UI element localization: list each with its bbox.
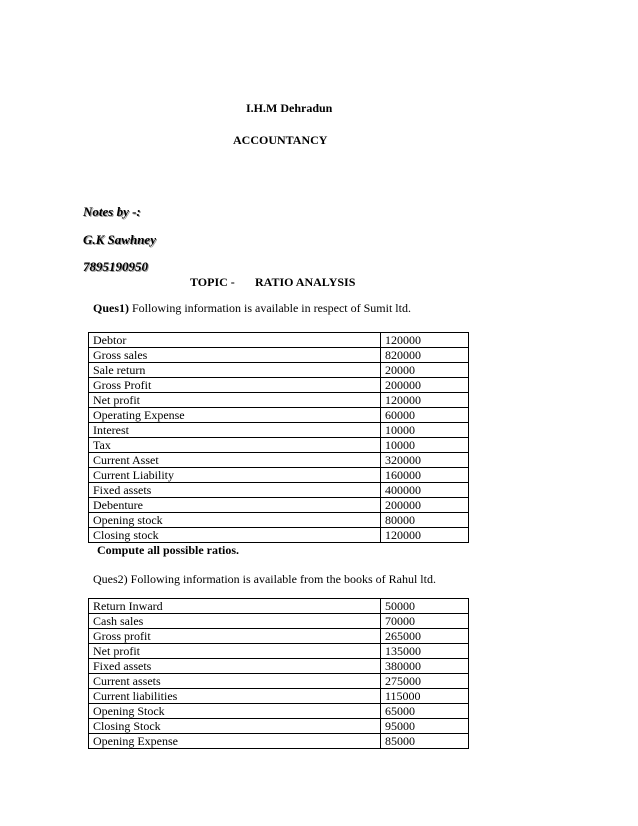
row-value: 820000: [381, 348, 469, 363]
author-phone: 7895190950: [83, 259, 148, 274]
row-value: 10000: [381, 438, 469, 453]
row-label: Opening Stock: [89, 704, 381, 719]
table-row: [89, 453, 469, 468]
table-row: [89, 644, 469, 659]
row-label: Return Inward: [89, 599, 381, 614]
row-value: 380000: [381, 659, 469, 674]
question-2-table: [88, 598, 469, 749]
institute-title: I.H.M Dehradun: [246, 101, 333, 115]
row-value: 120000: [381, 333, 469, 348]
row-value: 65000: [381, 704, 469, 719]
table-row: [89, 528, 469, 543]
table-row: [89, 614, 469, 629]
table-row: [89, 659, 469, 674]
row-label: Closing Stock: [89, 719, 381, 734]
row-value: 80000: [381, 513, 469, 528]
table-row: [89, 393, 469, 408]
table-row: [89, 513, 469, 528]
row-value: 200000: [381, 378, 469, 393]
row-value: 275000: [381, 674, 469, 689]
row-label: Closing stock: [89, 528, 381, 543]
table-row: [89, 704, 469, 719]
table-row: [89, 378, 469, 393]
row-label: Gross sales: [89, 348, 381, 363]
table-row: [89, 348, 469, 363]
table-row: [89, 734, 469, 749]
question-1-body: Following information is available in respect of Sumit ltd.: [129, 301, 411, 315]
table-row: [89, 408, 469, 423]
row-value: 85000: [381, 734, 469, 749]
row-label: Fixed assets: [89, 659, 381, 674]
row-label: Gross profit: [89, 629, 381, 644]
notes-by-label: Notes by -:: [83, 204, 141, 219]
table-row: [89, 599, 469, 614]
row-label: Gross Profit: [89, 378, 381, 393]
row-value: 200000: [381, 498, 469, 513]
row-label: Opening Expense: [89, 734, 381, 749]
table-row: [89, 363, 469, 378]
table-row: [89, 438, 469, 453]
row-label: Net profit: [89, 393, 381, 408]
table-row: [89, 629, 469, 644]
table-row: [89, 498, 469, 513]
topic-name: RATIO ANALYSIS: [255, 275, 356, 289]
row-value: 50000: [381, 599, 469, 614]
row-label: Net profit: [89, 644, 381, 659]
question-1-table: [88, 332, 469, 543]
row-label: Interest: [89, 423, 381, 438]
row-label: Tax: [89, 438, 381, 453]
row-value: 135000: [381, 644, 469, 659]
question-1-instruction: Compute all possible ratios.: [97, 543, 240, 557]
row-label: Opening stock: [89, 513, 381, 528]
subject-title: ACCOUNTANCY: [233, 133, 328, 147]
question-2-text: Ques2) Following information is available from the books of Rahul ltd.: [93, 572, 436, 586]
row-value: 120000: [381, 528, 469, 543]
row-label: Fixed assets: [89, 483, 381, 498]
row-label: Cash sales: [89, 614, 381, 629]
row-value: 120000: [381, 393, 469, 408]
row-value: 265000: [381, 629, 469, 644]
table-row: [89, 674, 469, 689]
table-row: [89, 423, 469, 438]
row-value: 20000: [381, 363, 469, 378]
row-label: Sale return: [89, 363, 381, 378]
row-value: 320000: [381, 453, 469, 468]
row-value: 400000: [381, 483, 469, 498]
row-value: 10000: [381, 423, 469, 438]
table-row: [89, 333, 469, 348]
row-value: 115000: [381, 689, 469, 704]
question-1-prefix: Ques1): [93, 301, 129, 315]
row-value: 160000: [381, 468, 469, 483]
table-row: [89, 719, 469, 734]
row-label: Current Liability: [89, 468, 381, 483]
question-1-text: [93, 301, 411, 316]
row-label: Operating Expense: [89, 408, 381, 423]
table-row: [89, 689, 469, 704]
row-label: Current liabilities: [89, 689, 381, 704]
author-name: G.K Sawhney: [83, 232, 156, 247]
row-label: Debenture: [89, 498, 381, 513]
row-value: 70000: [381, 614, 469, 629]
topic-label: TOPIC -: [190, 275, 235, 289]
row-value: 60000: [381, 408, 469, 423]
row-label: Debtor: [89, 333, 381, 348]
row-label: Current Asset: [89, 453, 381, 468]
row-value: 95000: [381, 719, 469, 734]
table-row: [89, 483, 469, 498]
row-label: Current assets: [89, 674, 381, 689]
table-row: [89, 468, 469, 483]
